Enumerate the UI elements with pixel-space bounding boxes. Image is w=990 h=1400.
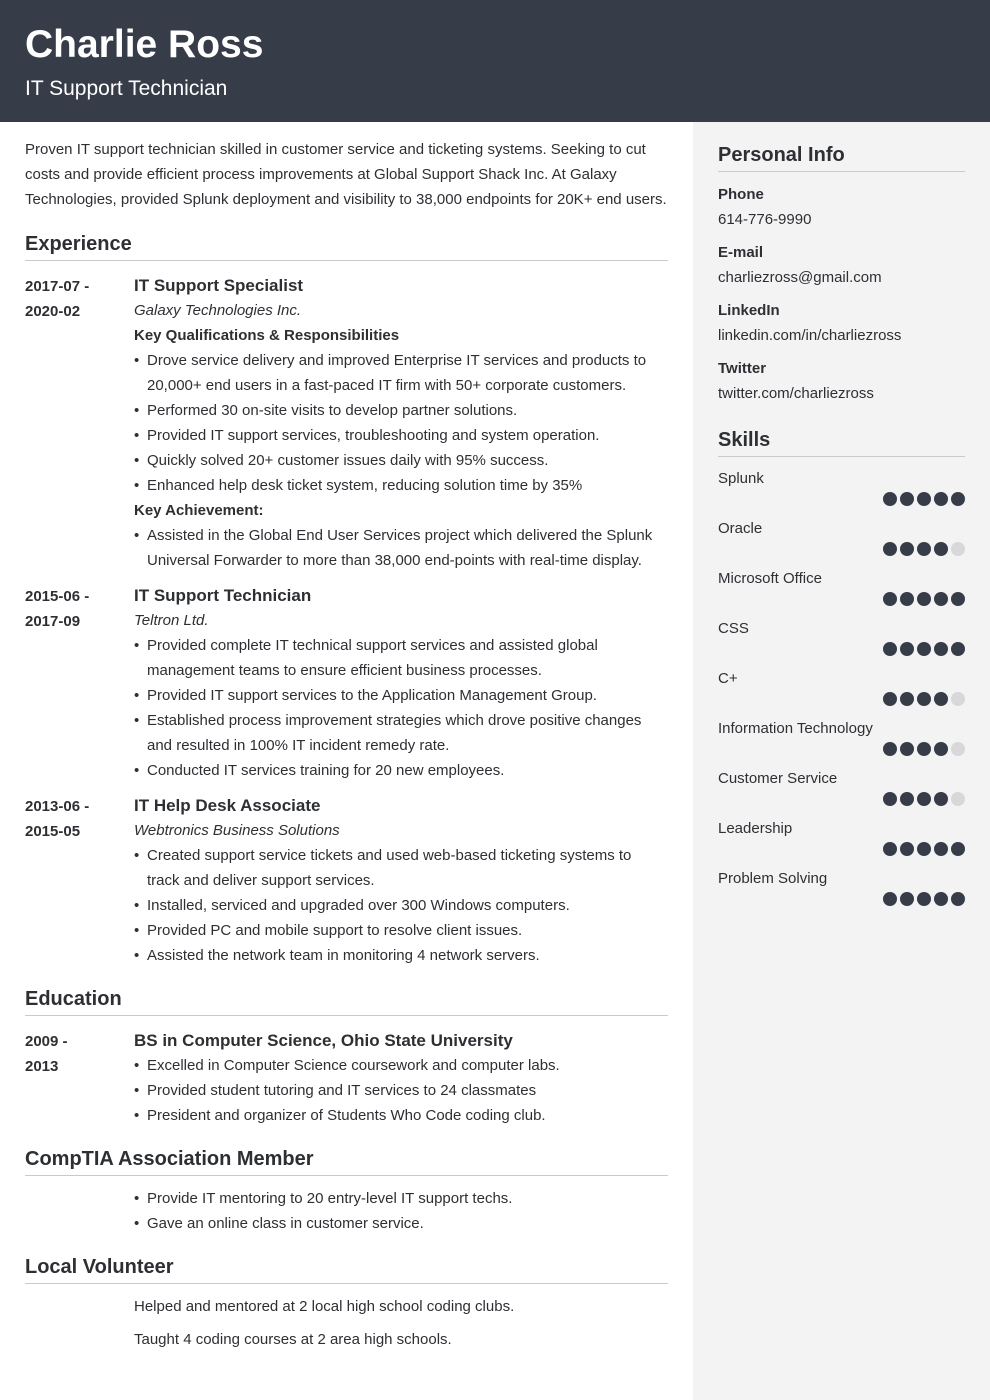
skill-item: [718, 866, 965, 908]
skill-item: [718, 466, 965, 508]
date-end: 2015-05: [25, 823, 81, 840]
experience-entry: [25, 581, 668, 783]
candidate-title: IT Support Technician: [25, 77, 228, 100]
skill-name: Splunk: [718, 470, 764, 487]
skill-name: Customer Service: [718, 770, 838, 787]
education-heading: Education: [25, 986, 668, 1016]
sidebar: [693, 122, 990, 1400]
date-start: 2009 -: [25, 1033, 68, 1050]
skill-name: Leadership: [718, 820, 793, 837]
rating-dot-empty: [951, 692, 965, 706]
list-item: • Gave an online class in customer service.: [134, 1211, 668, 1236]
skill-item: [718, 616, 965, 658]
skill-name: Microsoft Office: [718, 570, 822, 587]
experience-entry: [25, 271, 668, 573]
rating-dot-filled: [917, 792, 931, 806]
candidate-name: Charlie Ross: [25, 23, 264, 66]
list-item: • Drove service delivery and improved Enterprise IT services and products to 20,000+ end users in a fast-paced IT firm with 50+ corporate customers.: [134, 348, 668, 398]
twitter-value[interactable]: twitter.com/charliezross: [718, 385, 874, 402]
rating-dot-filled: [917, 892, 931, 906]
volunteer-line: Helped and mentored at 2 local high school coding clubs.: [134, 1298, 515, 1315]
main-column: [25, 122, 668, 1360]
resume-header: [0, 0, 990, 122]
skill-rating: [718, 742, 965, 758]
phone-label: Phone: [718, 186, 764, 203]
list-item: • President and organizer of Students Who Code coding club.: [134, 1103, 668, 1128]
list-item: • Excelled in Computer Science coursework and computer labs.: [134, 1053, 668, 1078]
list-item: • Created support service tickets and used web-based ticketing systems to track and deliver support services.: [134, 843, 668, 893]
rating-dot-filled: [934, 542, 948, 556]
experience-heading: Experience: [25, 231, 668, 261]
email-group: [718, 240, 965, 290]
rating-dot-filled: [951, 592, 965, 606]
rating-dot-filled: [883, 592, 897, 606]
company-name: Galaxy Technologies Inc.: [134, 302, 302, 319]
date-start: 2013-06 -: [25, 798, 90, 815]
list-item: • Quickly solved 20+ customer issues daily with 95% success.: [134, 448, 668, 473]
date-end: 2013: [25, 1058, 59, 1075]
rating-dot-filled: [883, 792, 897, 806]
rating-dot-empty: [951, 542, 965, 556]
rating-dot-filled: [917, 592, 931, 606]
list-item: • Assisted the network team in monitoring 4 network servers.: [134, 943, 668, 968]
qualifications-label: Key Qualifications & Responsibilities: [134, 327, 400, 344]
entry-date: [25, 791, 134, 968]
entry-date: [25, 1026, 134, 1128]
education-entry: [25, 1026, 668, 1128]
rating-dot-filled: [934, 742, 948, 756]
rating-dot-filled: [917, 742, 931, 756]
date-end: 2020-02: [25, 303, 81, 320]
certification-heading: CompTIA Association Member: [25, 1146, 668, 1176]
rating-dot-filled: [883, 742, 897, 756]
responsibility-list: [134, 633, 668, 783]
rating-dot-filled: [900, 842, 914, 856]
skill-item: [718, 516, 965, 558]
list-item: • Provided IT support services to the Application Management Group.: [134, 683, 668, 708]
rating-dot-filled: [917, 542, 931, 556]
date-start: 2015-06 -: [25, 588, 90, 605]
rating-dot-filled: [934, 842, 948, 856]
skill-item: [718, 766, 965, 808]
rating-dot-empty: [951, 792, 965, 806]
list-item: • Provided PC and mobile support to resolve client issues.: [134, 918, 668, 943]
skill-name: Oracle: [718, 520, 763, 537]
job-title: IT Support Specialist: [134, 276, 304, 295]
list-item: • Provided complete IT technical support services and assisted global management teams to ensure efficient business processes.: [134, 633, 668, 683]
volunteer-line: Taught 4 coding courses at 2 area high schools.: [134, 1331, 452, 1348]
responsibility-list: [134, 843, 668, 968]
rating-dot-filled: [883, 492, 897, 506]
volunteer-heading: Local Volunteer: [25, 1254, 668, 1284]
rating-dot-filled: [917, 492, 931, 506]
rating-dot-filled: [883, 542, 897, 556]
company-name: Teltron Ltd.: [134, 612, 209, 629]
skill-rating: [718, 842, 965, 858]
rating-dot-filled: [934, 792, 948, 806]
list-item: • Provided student tutoring and IT services to 24 classmates: [134, 1078, 668, 1103]
list-item: • Installed, serviced and upgraded over 300 Windows computers.: [134, 893, 668, 918]
experience-entry: [25, 791, 668, 968]
twitter-label: Twitter: [718, 360, 767, 377]
rating-dot-filled: [883, 692, 897, 706]
rating-dot-filled: [951, 842, 965, 856]
list-item: • Provided IT support services, troubleshooting and system operation.: [134, 423, 668, 448]
rating-dot-filled: [900, 692, 914, 706]
rating-dot-filled: [900, 742, 914, 756]
rating-dot-filled: [934, 692, 948, 706]
certification-list: [134, 1186, 668, 1236]
skill-rating: [718, 492, 965, 508]
skill-rating: [718, 642, 965, 658]
rating-dot-filled: [934, 642, 948, 656]
linkedin-group: [718, 298, 965, 348]
rating-dot-filled: [951, 892, 965, 906]
email-label: E-mail: [718, 244, 764, 261]
entry-date: [25, 581, 134, 783]
achievement-label: Key Achievement:: [134, 502, 264, 519]
skill-name: Problem Solving: [718, 870, 828, 887]
rating-dot-filled: [900, 642, 914, 656]
job-title: IT Help Desk Associate: [134, 796, 321, 815]
rating-dot-empty: [951, 742, 965, 756]
skills-heading: Skills: [718, 427, 965, 457]
skill-item: [718, 566, 965, 608]
linkedin-label: LinkedIn: [718, 302, 780, 319]
rating-dot-filled: [934, 892, 948, 906]
skill-name: C+: [718, 670, 738, 687]
job-title: IT Support Technician: [134, 586, 312, 605]
list-item: • Conducted IT services training for 20 new employees.: [134, 758, 668, 783]
skill-item: [718, 716, 965, 758]
skill-rating: [718, 542, 965, 558]
date-end: 2017-09: [25, 613, 81, 630]
list-item: • Assisted in the Global End User Services project which delivered the Splunk Universal Forwarder to more than 38,000 end-points with real-time display.: [134, 523, 668, 573]
degree-title: BS in Computer Science, Ohio State University: [134, 1031, 513, 1050]
rating-dot-filled: [934, 592, 948, 606]
rating-dot-filled: [900, 542, 914, 556]
list-item: • Enhanced help desk ticket system, reducing solution time by 35%: [134, 473, 668, 498]
rating-dot-filled: [900, 592, 914, 606]
phone-value: 614-776-9990: [718, 211, 812, 228]
skill-rating: [718, 792, 965, 808]
education-list: [134, 1053, 668, 1128]
rating-dot-filled: [917, 692, 931, 706]
rating-dot-filled: [917, 642, 931, 656]
skill-name: Information Technology: [718, 720, 873, 737]
rating-dot-filled: [900, 492, 914, 506]
rating-dot-filled: [951, 492, 965, 506]
list-item: • Established process improvement strategies which drove positive changes and resulted in 100% IT incident remedy rate.: [134, 708, 668, 758]
skill-name: CSS: [718, 620, 749, 637]
twitter-group: [718, 356, 965, 406]
skills-list: [718, 466, 965, 908]
skill-rating: [718, 692, 965, 708]
rating-dot-filled: [883, 842, 897, 856]
list-item: • Provide IT mentoring to 20 entry-level IT support techs.: [134, 1186, 668, 1211]
email-value[interactable]: charliezross@gmail.com: [718, 269, 882, 286]
rating-dot-filled: [900, 892, 914, 906]
rating-dot-filled: [917, 842, 931, 856]
date-start: 2017-07 -: [25, 278, 90, 295]
skill-item: [718, 816, 965, 858]
rating-dot-filled: [900, 792, 914, 806]
achievement-list: [134, 523, 668, 573]
skill-rating: [718, 592, 965, 608]
list-item: • Performed 30 on-site visits to develop partner solutions.: [134, 398, 668, 423]
rating-dot-filled: [883, 642, 897, 656]
rating-dot-filled: [883, 892, 897, 906]
rating-dot-filled: [951, 642, 965, 656]
phone-group: [718, 182, 965, 232]
volunteer-list: [134, 1294, 668, 1352]
rating-dot-filled: [934, 492, 948, 506]
skill-item: [718, 666, 965, 708]
entry-date: [25, 271, 134, 573]
company-name: Webtronics Business Solutions: [134, 822, 340, 839]
responsibility-list: [134, 348, 668, 498]
skill-rating: [718, 892, 965, 908]
personal-info-heading: Personal Info: [718, 142, 965, 172]
linkedin-value[interactable]: linkedin.com/in/charliezross: [718, 327, 902, 344]
summary: Proven IT support technician skilled in customer service and ticketing systems. Seeking to cut costs and provide efficient process improvements at Global Support Shack Inc. At Galaxy Technologies, provided Splunk deployment and visibility to 38,000 endpoints for 20K+ end users.: [25, 141, 667, 208]
